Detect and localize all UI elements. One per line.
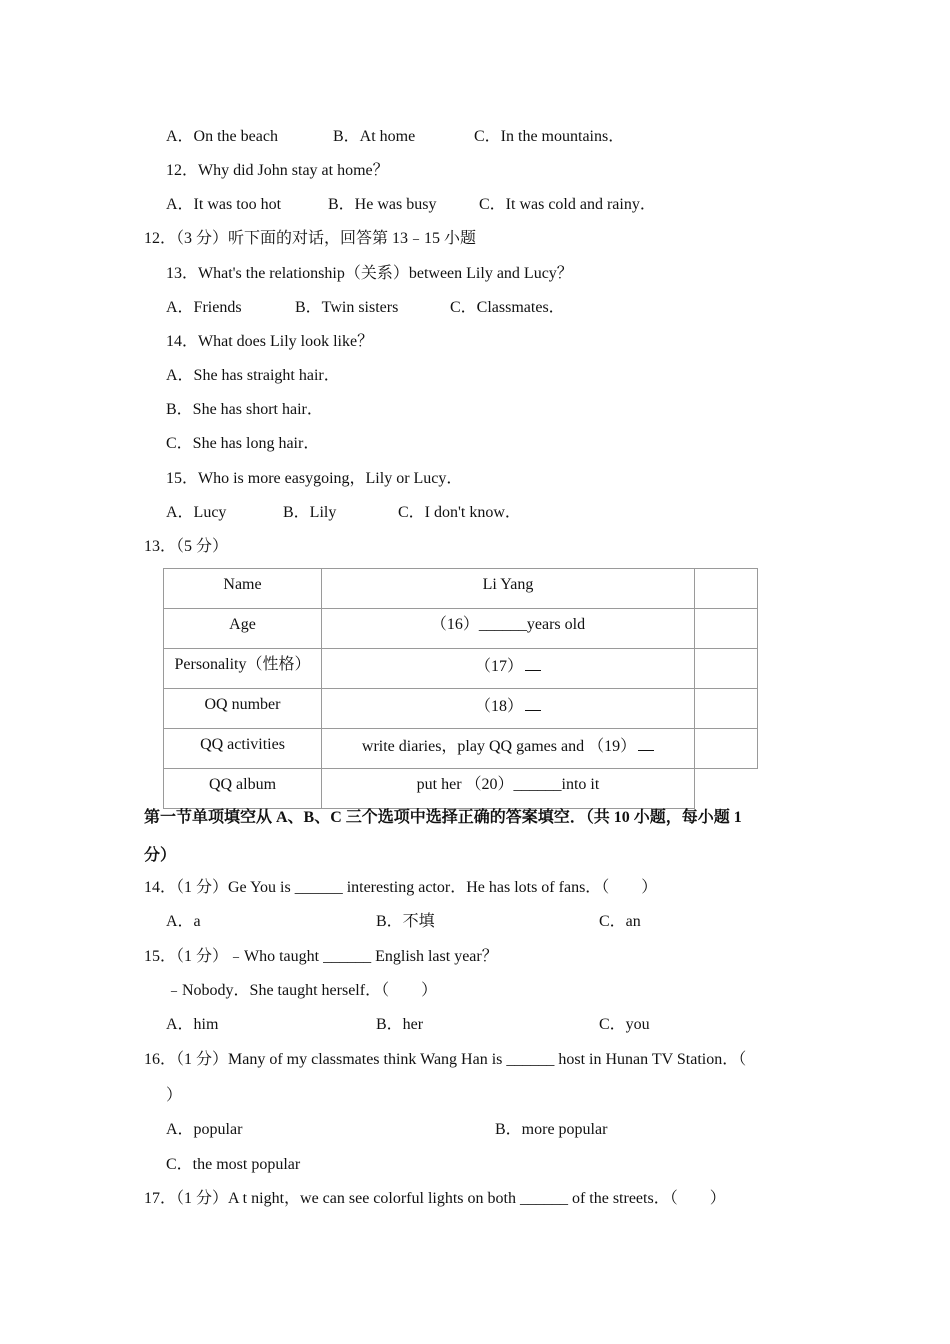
info-table xyxy=(163,568,758,809)
table-value xyxy=(322,689,695,729)
question-text: 15．（1 分）﹣Who taught ______ English last year？ xyxy=(144,948,498,965)
question-text: 14．（1 分）Ge You is ______ interesting actor．He has lots of fans．（ ） xyxy=(144,879,658,896)
option-c: C．In the mountains． xyxy=(474,128,625,145)
option-c: C．She has long hair． xyxy=(166,435,320,452)
option-a: A．popular xyxy=(166,1121,243,1138)
table-value-text: （17） xyxy=(474,658,523,675)
answer-blank xyxy=(525,696,541,711)
option-c: C．Classmates． xyxy=(450,299,565,316)
answer-blank xyxy=(525,656,541,671)
table-label: Personality（性格） xyxy=(164,649,322,689)
table-empty-cell xyxy=(695,609,758,649)
option-a: A．a xyxy=(166,913,201,930)
table-empty-cell xyxy=(695,769,758,809)
question-text: 12．Why did John stay at home？ xyxy=(166,162,389,179)
table-value xyxy=(322,649,695,689)
option-b: B．her xyxy=(376,1016,424,1033)
table-empty-cell xyxy=(695,649,758,689)
table-empty-cell xyxy=(695,689,758,729)
section-title-cont: 分） xyxy=(144,847,177,864)
table-row xyxy=(164,649,758,689)
table-value xyxy=(322,729,695,769)
question-text: 13．What's the relationship（关系）between Lily and Lucy？ xyxy=(166,265,573,282)
option-a: A．him xyxy=(166,1016,219,1033)
option-c: C．I don't know． xyxy=(398,504,521,521)
table-row xyxy=(164,569,758,609)
option-b: B．She has short hair． xyxy=(166,401,323,418)
section-heading: 12．（3 分）听下面的对话，回答第 13﹣15 小题 xyxy=(144,230,477,247)
table-label: Name xyxy=(164,569,322,609)
question-text: 15．Who is more easygoing，Lily or Lucy． xyxy=(166,470,463,487)
option-b: B．more popular xyxy=(495,1121,608,1138)
option-a: A．Friends xyxy=(166,299,242,316)
table-label: QQ activities xyxy=(164,729,322,769)
table-empty-cell xyxy=(695,729,758,769)
section-title: 第一节单项填空从 A、B、C 三个选项中选择正确的答案填空．（共 10 小题，每小题 1 xyxy=(144,809,742,826)
section-heading: 13．（5 分） xyxy=(144,538,229,555)
option-b: B．不填 xyxy=(376,913,435,930)
option-b: B．Twin sisters xyxy=(295,299,399,316)
table-empty-cell xyxy=(695,569,758,609)
option-a: A．She has straight hair． xyxy=(166,367,340,384)
question-text-cont: ﹣Nobody．She taught herself．（ ） xyxy=(166,982,438,999)
answer-blank xyxy=(638,736,654,751)
table-value: （16）______years old xyxy=(322,609,695,649)
question-text: 14．What does Lily look like？ xyxy=(166,333,374,350)
question-text-cont: ） xyxy=(166,1087,183,1104)
table-label: Age xyxy=(164,609,322,649)
table-label: OQ number xyxy=(164,689,322,729)
option-c: C．It was cold and rainy． xyxy=(479,196,656,213)
option-a: A．Lucy xyxy=(166,504,227,521)
table-value-text: （18） xyxy=(474,698,523,715)
option-c: C．an xyxy=(599,913,641,930)
table-row xyxy=(164,769,758,809)
table-value-text: write diaries，play QQ games and （19） xyxy=(361,738,637,755)
table-value: put her （20）______into it xyxy=(322,769,695,809)
table-row xyxy=(164,609,758,649)
table-row xyxy=(164,689,758,729)
option-a: A．On the beach xyxy=(166,128,278,145)
question-text: 16．（1 分）Many of my classmates think Wang Han is ______ host in Hunan TV Station．（ xyxy=(144,1051,747,1068)
table-label: QQ album xyxy=(164,769,322,809)
option-c: C．the most popular xyxy=(166,1156,301,1173)
option-b: B．Lily xyxy=(283,504,337,521)
table-row xyxy=(164,729,758,769)
option-c: C．you xyxy=(599,1016,650,1033)
option-b: B．At home xyxy=(333,128,416,145)
option-b: B．He was busy xyxy=(328,196,437,213)
question-text: 17．（1 分）A t night，we can see colorful lights on both ______ of the streets．（ ） xyxy=(144,1190,726,1207)
table-value: Li Yang xyxy=(322,569,695,609)
option-a: A．It was too hot xyxy=(166,196,282,213)
